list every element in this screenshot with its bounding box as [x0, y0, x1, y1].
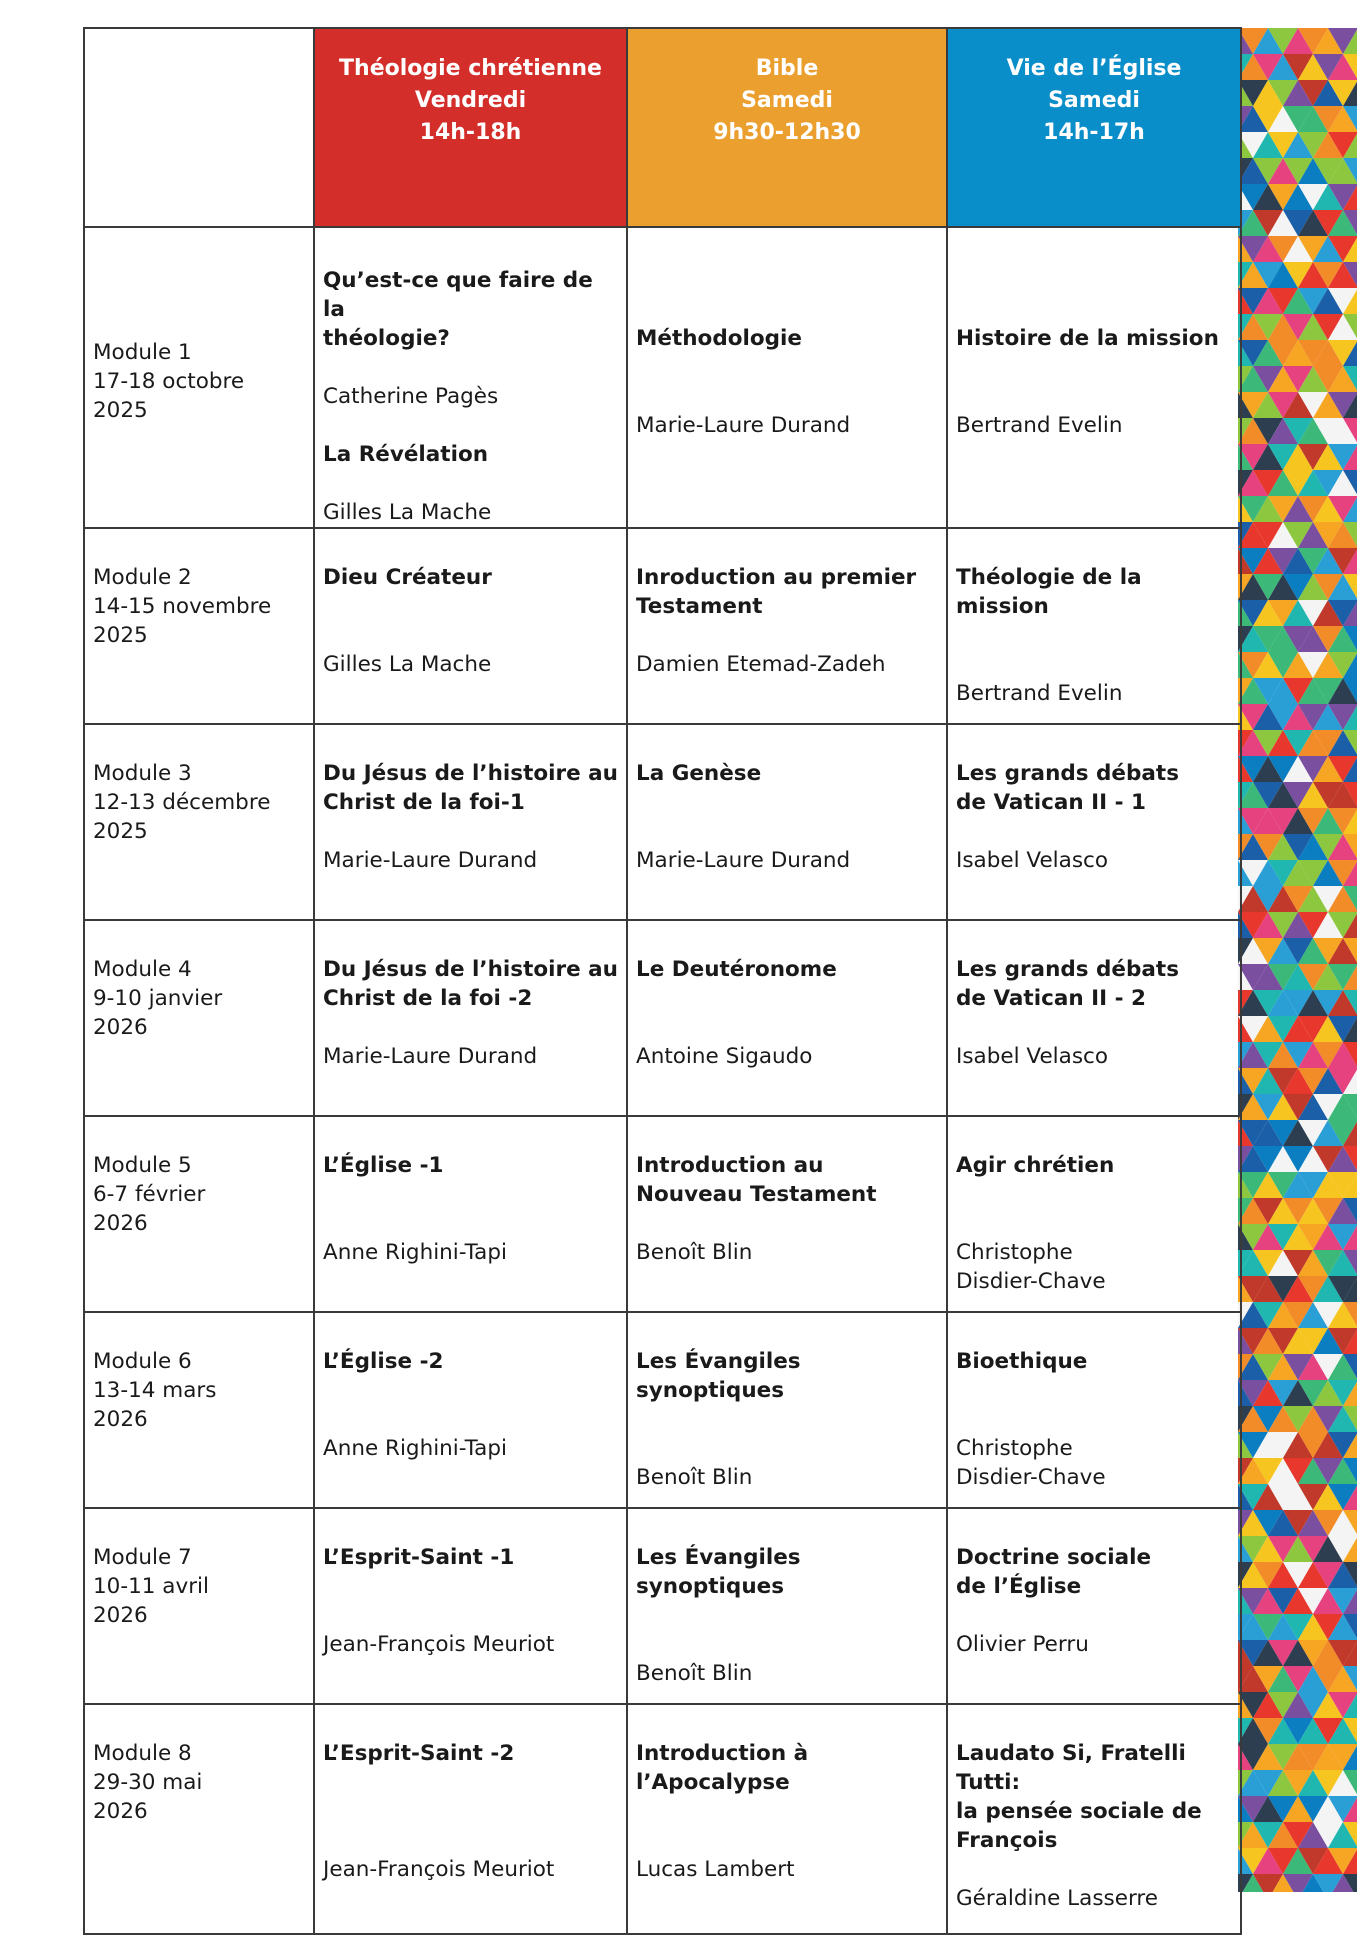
course-title: Inroduction au premier — [636, 565, 917, 590]
course-title: Dieu Créateur — [323, 565, 492, 590]
header-row — [84, 28, 1241, 227]
teacher-name: Marie-Laure Durand — [323, 1044, 538, 1069]
header-theologie-title: Théologie chrétienne — [339, 56, 602, 81]
teacher-name: Gilles La Mache — [323, 652, 492, 677]
header-bible — [627, 28, 947, 227]
module-row — [84, 724, 1241, 920]
teacher-name-2: Gilles La Mache — [323, 500, 492, 525]
teacher-name: Olivier Perru — [956, 1632, 1089, 1657]
module-year: 2026 — [93, 1603, 148, 1628]
header-theologie — [314, 28, 627, 227]
course-title: Les grands débats — [956, 761, 1179, 786]
module-date: 12-13 décembre — [93, 790, 271, 815]
course-title: Du Jésus de l’histoire au — [323, 957, 618, 982]
module-label: Module 3 — [93, 761, 192, 786]
course-title: L’Église -1 — [323, 1153, 444, 1178]
module-cell — [84, 1312, 314, 1508]
course-title-cont: Christ de la foi-1 — [323, 790, 525, 815]
module-label: Module 8 — [93, 1741, 192, 1766]
course-title: Les Évangiles synoptiques — [636, 1349, 801, 1403]
module-row — [84, 528, 1241, 724]
module-date: 10-11 avril — [93, 1574, 209, 1599]
course-title: Bioethique — [956, 1349, 1088, 1374]
course-title-cont: de Vatican II - 2 — [956, 986, 1146, 1011]
theologie-cell — [314, 724, 627, 920]
header-eglise-day: Samedi — [1048, 88, 1140, 113]
module-cell — [84, 1508, 314, 1704]
teacher-name: Christophe — [956, 1240, 1073, 1265]
course-title: Agir chrétien — [956, 1153, 1115, 1178]
module-row — [84, 227, 1241, 528]
course-title: Introduction à — [636, 1741, 809, 1766]
teacher-name: Catherine Pagès — [323, 384, 499, 409]
course-title-cont-2: François — [956, 1828, 1058, 1853]
teacher-name: Isabel Velasco — [956, 1044, 1108, 1069]
module-label: Module 6 — [93, 1349, 192, 1374]
module-year: 2025 — [93, 623, 148, 648]
course-title: Histoire de la mission — [956, 326, 1219, 351]
header-theologie-day: Vendredi — [414, 88, 527, 113]
header-bible-day: Samedi — [741, 88, 833, 113]
header-bible-time: 9h30-12h30 — [713, 120, 861, 145]
theologie-cell — [314, 1116, 627, 1312]
module-date: 13-14 mars — [93, 1378, 217, 1403]
bible-cell — [627, 724, 947, 920]
header-empty-cell — [84, 28, 314, 227]
teacher-name: Damien Etemad-Zadeh — [636, 652, 886, 677]
mosaic-pattern — [1238, 28, 1357, 1892]
module-year: 2026 — [93, 1211, 148, 1236]
module-row — [84, 1508, 1241, 1704]
module-label: Module 5 — [93, 1153, 192, 1178]
module-cell — [84, 920, 314, 1116]
eglise-cell — [947, 227, 1241, 528]
course-title: Laudato Si, Fratelli Tutti: — [956, 1741, 1186, 1795]
module-row — [84, 1116, 1241, 1312]
course-title: Les Évangiles synoptiques — [636, 1545, 801, 1599]
header-eglise — [947, 28, 1241, 227]
course-title-cont: la pensée sociale de — [956, 1799, 1202, 1824]
course-title: L’Église -2 — [323, 1349, 444, 1374]
module-row — [84, 1704, 1241, 1934]
eglise-cell — [947, 724, 1241, 920]
course-title: Théologie de la mission — [956, 565, 1142, 619]
eglise-cell — [947, 1508, 1241, 1704]
teacher-name: Marie-Laure Durand — [636, 413, 851, 438]
module-label: Module 2 — [93, 565, 192, 590]
header-bible-title: Bible — [755, 56, 819, 81]
module-label: Module 4 — [93, 957, 192, 982]
course-title: Du Jésus de l’histoire au — [323, 761, 618, 786]
teacher-name: Marie-Laure Durand — [323, 848, 538, 873]
course-title-cont: de l’Église — [956, 1574, 1082, 1599]
teacher-name: Géraldine Lasserre — [956, 1886, 1159, 1911]
theologie-cell — [314, 528, 627, 724]
decorative-mosaic-band — [1238, 28, 1357, 1892]
module-date: 6-7 février — [93, 1182, 206, 1207]
course-title-cont: Testament — [636, 594, 763, 619]
teacher-name: Benoît Blin — [636, 1465, 753, 1490]
module-cell — [84, 227, 314, 528]
course-title: L’Esprit-Saint -2 — [323, 1741, 515, 1766]
teacher-name: Lucas Lambert — [636, 1857, 795, 1882]
course-title-cont: l’Apocalypse — [636, 1770, 790, 1795]
module-cell — [84, 724, 314, 920]
eglise-cell — [947, 920, 1241, 1116]
bible-cell — [627, 1312, 947, 1508]
course-title: L’Esprit-Saint -1 — [323, 1545, 515, 1570]
bible-cell — [627, 528, 947, 724]
module-cell — [84, 528, 314, 724]
header-theologie-time: 14h-18h — [419, 120, 522, 145]
teacher-name: Christophe — [956, 1436, 1073, 1461]
course-title: Méthodologie — [636, 326, 802, 351]
course-title-cont: Nouveau Testament — [636, 1182, 877, 1207]
eglise-cell — [947, 528, 1241, 724]
module-year: 2026 — [93, 1407, 148, 1432]
course-title-cont: de Vatican II - 1 — [956, 790, 1146, 815]
course-title-cont: théologie? — [323, 326, 450, 351]
teacher-name-cont: Disdier-Chave — [956, 1465, 1106, 1490]
module-cell — [84, 1704, 314, 1934]
module-date: 9-10 janvier — [93, 986, 223, 1011]
eglise-cell — [947, 1116, 1241, 1312]
teacher-name: Jean-François Meuriot — [323, 1632, 555, 1657]
theologie-cell — [314, 1508, 627, 1704]
teacher-name: Benoît Blin — [636, 1661, 753, 1686]
bible-cell — [627, 920, 947, 1116]
course-title-cont: Christ de la foi -2 — [323, 986, 533, 1011]
theologie-cell — [314, 920, 627, 1116]
teacher-name: Jean-François Meuriot — [323, 1857, 555, 1882]
bible-cell — [627, 1116, 947, 1312]
theologie-cell — [314, 1312, 627, 1508]
module-label: Module 7 — [93, 1545, 192, 1570]
module-label: Module 1 — [93, 340, 192, 365]
teacher-name: Isabel Velasco — [956, 848, 1108, 873]
teacher-name: Anne Righini-Tapi — [323, 1436, 507, 1461]
eglise-cell — [947, 1704, 1241, 1934]
module-date: 14-15 novembre — [93, 594, 272, 619]
module-year: 2026 — [93, 1015, 148, 1040]
module-row — [84, 920, 1241, 1116]
theologie-cell — [314, 227, 627, 528]
course-title: Qu’est-ce que faire de la — [323, 268, 593, 322]
bible-cell — [627, 1508, 947, 1704]
theologie-cell — [314, 1704, 627, 1934]
teacher-name: Bertrand Evelin — [956, 681, 1123, 706]
module-year: 2026 — [93, 1799, 148, 1824]
course-title: La Genèse — [636, 761, 762, 786]
course-title: Les grands débats — [956, 957, 1179, 982]
header-eglise-title: Vie de l’Église — [1006, 56, 1182, 81]
course-title: Le Deutéronome — [636, 957, 837, 982]
course-title: Doctrine sociale — [956, 1545, 1152, 1570]
module-row — [84, 1312, 1241, 1508]
teacher-name: Antoine Sigaudo — [636, 1044, 813, 1069]
module-year: 2025 — [93, 819, 148, 844]
course-title-2: La Révélation — [323, 442, 489, 467]
course-schedule-table — [83, 27, 1242, 1935]
teacher-name: Marie-Laure Durand — [636, 848, 851, 873]
teacher-name: Bertrand Evelin — [956, 413, 1123, 438]
module-date: 17-18 octobre 2025 — [93, 369, 245, 423]
teacher-name: Benoît Blin — [636, 1240, 753, 1265]
module-date: 29-30 mai — [93, 1770, 203, 1795]
course-title: Introduction au — [636, 1153, 824, 1178]
bible-cell — [627, 1704, 947, 1934]
module-cell — [84, 1116, 314, 1312]
teacher-name: Anne Righini-Tapi — [323, 1240, 507, 1265]
eglise-cell — [947, 1312, 1241, 1508]
teacher-name-cont: Disdier-Chave — [956, 1269, 1106, 1294]
header-eglise-time: 14h-17h — [1043, 120, 1145, 145]
bible-cell — [627, 227, 947, 528]
